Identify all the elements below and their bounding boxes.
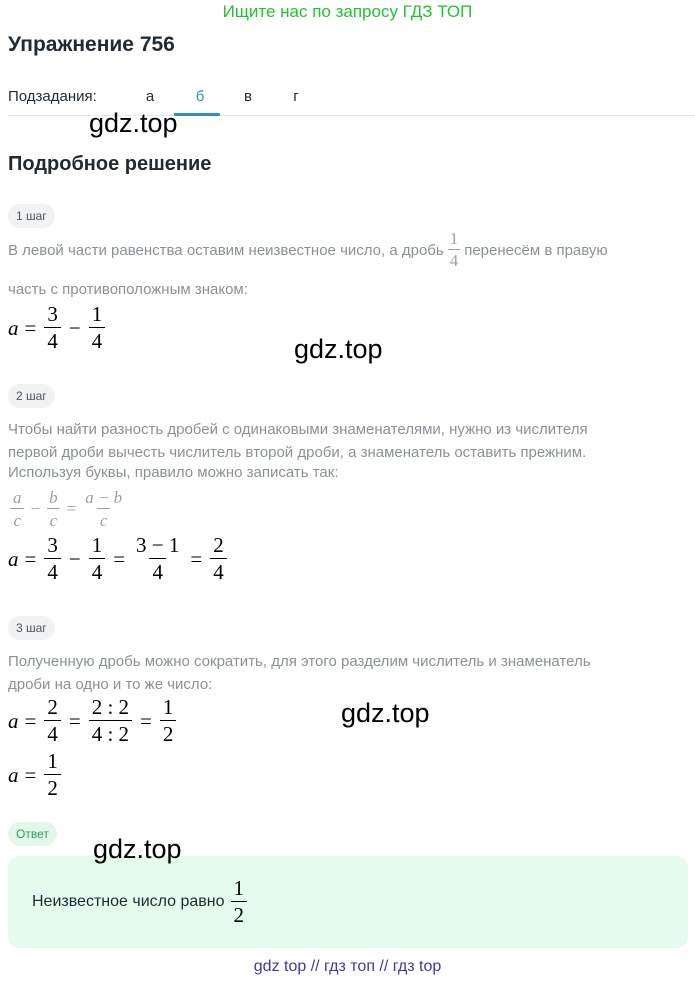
fraction-denominator: c [47,508,61,529]
fraction-numerator: 2 [47,695,58,719]
fraction-denominator: 2 [44,774,61,799]
fraction-numerator: 3 [47,302,58,326]
fraction-numerator: 1 [233,876,245,900]
subtraction-rule [8,489,127,529]
fraction-denominator: 2 [160,720,177,745]
subtask-tab-a[interactable]: а [145,88,155,105]
fraction-numerator: 2 [213,533,224,557]
step-1-text-line-1 [8,228,678,270]
step-1-badge: 1 шаг [8,204,55,228]
subtask-tab-b[interactable]: б [195,88,205,105]
equals-sign: = [24,546,37,571]
step-1-text-b: перенесём в правую [464,242,608,259]
fraction-numerator: 2 : 2 [91,695,130,719]
fraction-denominator: 4 [44,558,61,583]
fraction [44,304,61,352]
fraction [133,535,182,583]
fraction-denominator: 4 [89,327,106,352]
step-2-badge: 2 шаг [8,384,55,408]
subtask-tab-v[interactable]: в [244,88,252,105]
fraction-denominator: 4 [44,720,61,745]
watermark: gdz.top [89,108,178,138]
fraction-denominator: 4 [89,558,106,583]
watermark: gdz.top [93,834,182,864]
fraction-numerator: b [49,488,58,507]
fraction [210,535,227,583]
equals-sign: = [24,315,37,340]
fraction-denominator: 2 [231,901,248,926]
equals-sign: = [113,546,126,571]
step-2-text-line-1: Чтобы найти разность дробей с одинаковыми знаменателями, нужно из числителя [8,421,588,438]
step-1-text-a: В левой части равенства оставим неизвестное число, а дробь [8,242,444,259]
step-1-equation [8,304,107,352]
step-3-equation-1 [8,697,178,745]
subtask-tab-g[interactable]: г [293,88,299,105]
fraction-numerator: 1 [162,695,174,719]
step-3-text-line-2: дроби на одно и то же число: [8,676,213,693]
minus-sign: − [68,546,81,571]
equals-sign: = [66,499,77,518]
fraction-denominator: c [10,508,24,529]
fraction-numerator: 1 [91,302,103,326]
step-3-equation-2 [8,751,63,799]
answer-content [32,856,249,948]
fraction [82,489,125,529]
fraction [44,535,61,583]
fraction [89,535,106,583]
variable-a: a [8,708,19,733]
fraction-denominator: 4 [149,558,166,583]
fraction-numerator: 3 − 1 [136,533,180,557]
equals-sign: = [24,762,37,787]
fraction [44,751,61,799]
fraction-denominator: 4 [449,250,459,270]
variable-a: a [8,762,19,787]
fraction [10,489,25,529]
equals-sign: = [24,708,37,733]
solution-heading: Подробное решение [8,153,212,175]
inline-fraction [448,230,461,269]
fraction [46,489,61,529]
minus-sign: − [30,499,41,518]
equals-sign: = [190,546,203,571]
step-3-badge: 3 шаг [8,616,55,640]
active-tab-indicator [174,113,220,116]
fraction [44,697,61,745]
watermark: gdz.top [294,334,383,364]
promo-banner[interactable]: Ищите нас по запросу ГДЗ ТОП [222,2,473,21]
answer-badge: Ответ [8,822,57,846]
step-3-text-line-1: Полученную дробь можно сократить, для этого разделим числитель и знаменатель [8,653,591,670]
fraction-denominator: 4 [44,327,61,352]
page-title: Упражнение 756 [8,33,175,56]
step-1-text-line-2: часть с противоположным знаком: [8,281,248,298]
fraction-numerator: a − b [85,488,123,507]
minus-sign: − [68,315,81,340]
step-2-equation [8,535,229,583]
fraction-denominator: 4 : 2 [89,720,132,745]
fraction-numerator: 3 [47,533,58,557]
variable-a: a [8,546,19,571]
footer-links[interactable]: gdz top // гдз топ // гдз top [253,958,442,975]
fraction-denominator: c [97,508,111,529]
variable-a: a [8,315,19,340]
fraction [160,697,177,745]
answer-text: Неизвестное число равно [32,893,225,910]
fraction [89,697,132,745]
step-2-text-line-2: первой дроби вычесть числитель второй дроби, а знаменатель оставить прежним. [8,444,587,461]
equals-sign: = [140,708,152,733]
answer-box [8,856,688,948]
fraction [89,304,106,352]
subtasks-label: Подзадания: [8,88,97,105]
answer-fraction [231,878,248,926]
fraction-numerator: 1 [449,228,459,248]
equals-sign: = [68,708,81,733]
fraction-numerator: 1 [91,533,103,557]
fraction-numerator: 1 [47,749,58,773]
step-2-text-line-3: Используя буквы, правило можно записать так: [8,464,339,481]
fraction-numerator: a [13,488,22,507]
fraction-denominator: 4 [210,558,227,583]
watermark: gdz.top [341,698,430,728]
